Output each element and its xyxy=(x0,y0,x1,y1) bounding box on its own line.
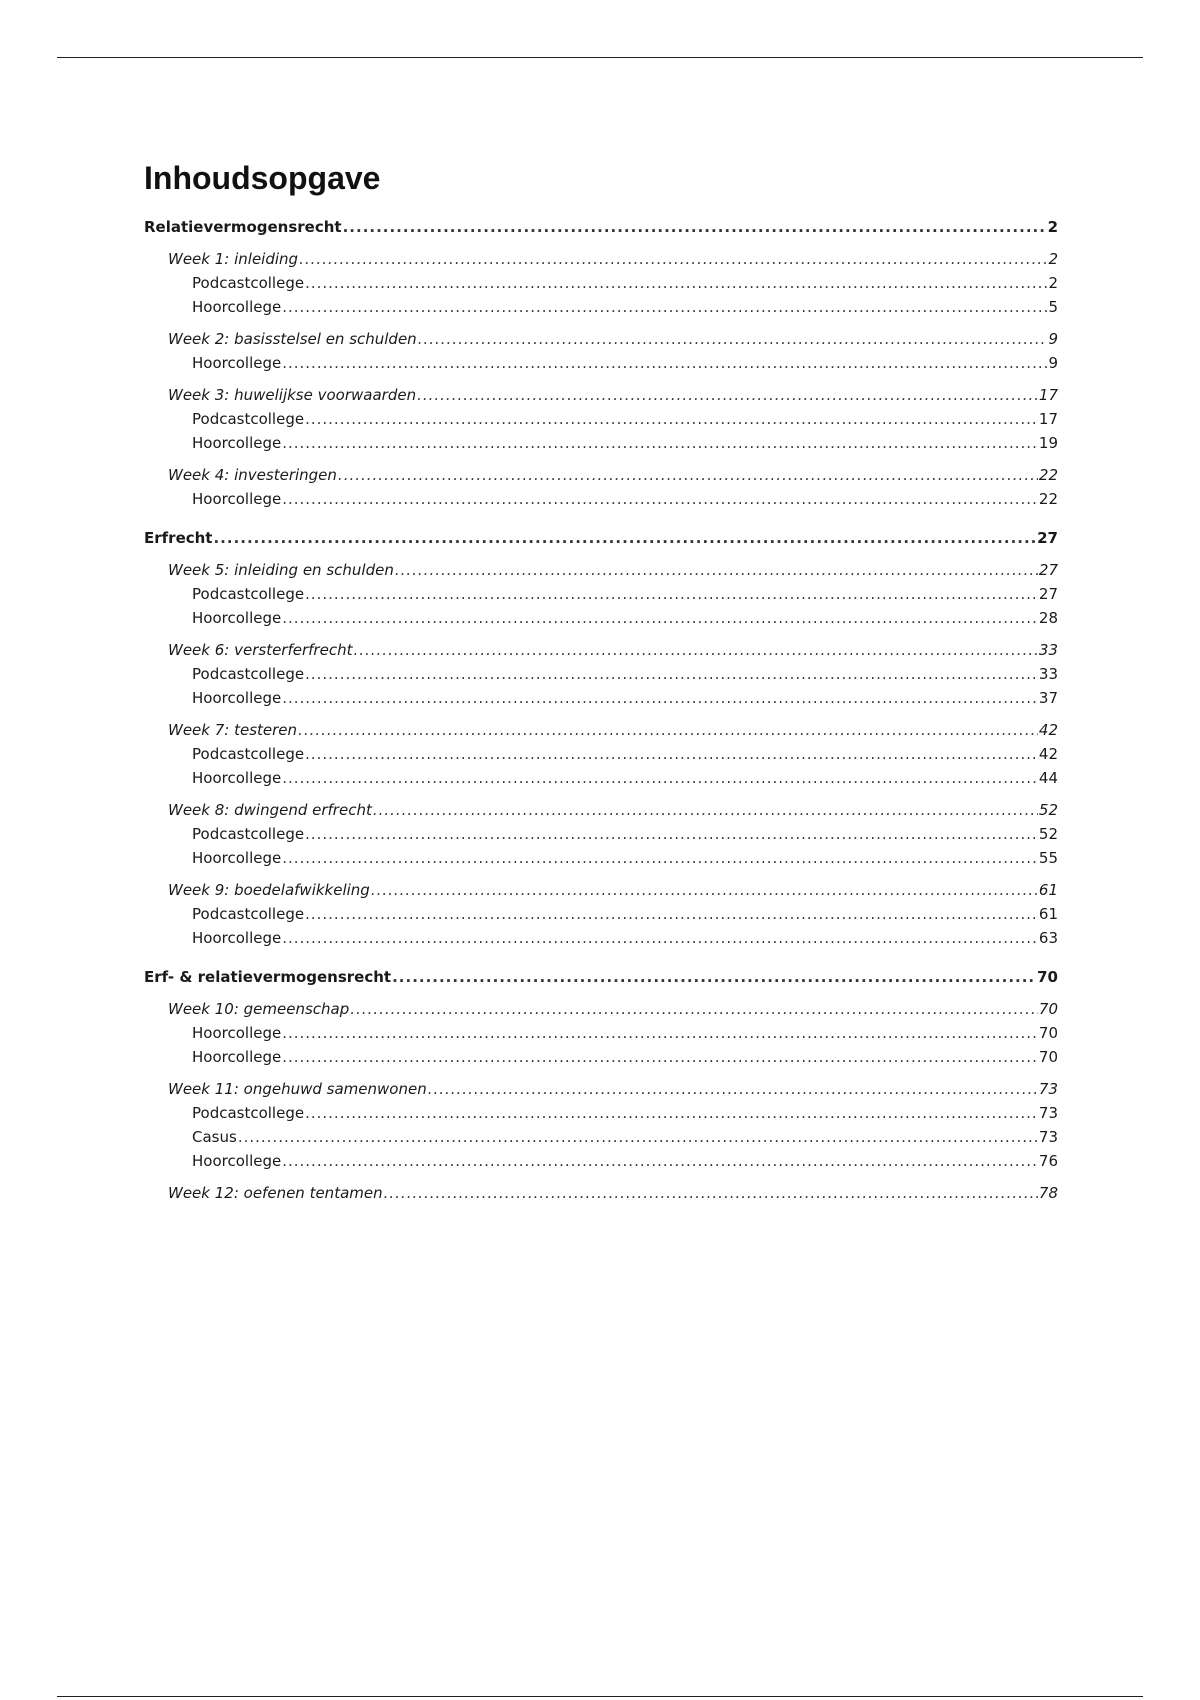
dot-leader xyxy=(428,1079,1038,1099)
toc-item-entry-page-number: 73 xyxy=(1038,1127,1058,1146)
toc-week-group xyxy=(144,880,1058,948)
dot-leader xyxy=(282,928,1038,948)
toc-week-entry[interactable] xyxy=(144,999,1058,1019)
dot-leader xyxy=(305,409,1038,429)
toc-section-entry-page-number: 27 xyxy=(1037,528,1058,547)
toc-week-entry-page-number: 52 xyxy=(1038,800,1058,819)
toc-week-entry-label: Week 3: huwelijkse voorwaarden xyxy=(168,385,417,404)
toc-week-entry-page-number: 70 xyxy=(1038,999,1058,1018)
toc-item-entry-label: Podcastcollege xyxy=(192,664,305,683)
toc-item-entry[interactable] xyxy=(144,928,1058,948)
toc-item-entry-label: Podcastcollege xyxy=(192,409,305,428)
toc-item-entry-page-number: 19 xyxy=(1038,433,1058,452)
toc-week-entry[interactable] xyxy=(144,800,1058,820)
toc-week-group xyxy=(144,1079,1058,1171)
toc-item-entry[interactable] xyxy=(144,848,1058,868)
toc-item-entry-page-number: 52 xyxy=(1038,824,1058,843)
toc-week-entry-label: Week 8: dwingend erfrecht xyxy=(168,800,372,819)
toc-item-entry-page-number: 55 xyxy=(1038,848,1058,867)
toc-section-entry[interactable] xyxy=(144,967,1058,987)
toc-item-entry[interactable] xyxy=(144,273,1058,293)
toc-section xyxy=(144,217,1058,509)
toc-item-entry[interactable] xyxy=(144,584,1058,604)
toc-item-entry-label: Hoorcollege xyxy=(192,489,282,508)
toc-week-entry[interactable] xyxy=(144,880,1058,900)
toc-section-entry-page-number: 70 xyxy=(1037,967,1058,986)
dot-leader xyxy=(282,297,1047,317)
toc-week-group xyxy=(144,465,1058,509)
toc-item-entry[interactable] xyxy=(144,489,1058,509)
toc-section-entry-label: Erfrecht xyxy=(144,528,213,547)
toc-item-entry[interactable] xyxy=(144,768,1058,788)
dot-leader xyxy=(282,1047,1038,1067)
dot-leader xyxy=(282,433,1038,453)
toc-week-entry[interactable] xyxy=(144,465,1058,485)
toc-week-entry-label: Week 10: gemeenschap xyxy=(168,999,350,1018)
toc-week-entry-label: Week 4: investeringen xyxy=(168,465,337,484)
dot-leader xyxy=(213,528,1036,548)
toc-week-entry-label: Week 1: inleiding xyxy=(168,249,299,268)
dot-leader xyxy=(282,1023,1038,1043)
toc-item-entry-page-number: 44 xyxy=(1038,768,1058,787)
toc-item-entry-page-number: 2 xyxy=(1048,273,1058,292)
toc-item-entry-label: Podcastcollege xyxy=(192,824,305,843)
toc-item-entry[interactable] xyxy=(144,1023,1058,1043)
dot-leader xyxy=(418,329,1048,349)
toc-item-entry-page-number: 70 xyxy=(1038,1023,1058,1042)
dot-leader xyxy=(282,1151,1038,1171)
toc-week-entry-page-number: 22 xyxy=(1038,465,1058,484)
toc-week-group xyxy=(144,560,1058,628)
dot-leader xyxy=(305,904,1038,924)
toc-week-entry-label: Week 11: ongehuwd samenwonen xyxy=(168,1079,427,1098)
toc-item-entry-label: Hoorcollege xyxy=(192,1151,282,1170)
toc-week-entry[interactable] xyxy=(144,249,1058,269)
dot-leader xyxy=(417,385,1038,405)
dot-leader xyxy=(282,353,1047,373)
toc-item-entry-label: Podcastcollege xyxy=(192,744,305,763)
toc-item-entry-page-number: 28 xyxy=(1038,608,1058,627)
toc-week-entry-label: Week 2: basisstelsel en schulden xyxy=(168,329,417,348)
dot-leader xyxy=(299,249,1047,269)
toc-week-entry-page-number: 9 xyxy=(1048,329,1058,348)
dot-leader xyxy=(343,217,1047,237)
toc-section xyxy=(144,528,1058,948)
dot-leader xyxy=(353,640,1037,660)
dot-leader xyxy=(305,664,1038,684)
toc-week-entry-label: Week 6: versterferfrecht xyxy=(168,640,353,659)
toc-item-entry-page-number: 22 xyxy=(1038,489,1058,508)
toc-week-entry[interactable] xyxy=(144,720,1058,740)
dot-leader xyxy=(350,999,1038,1019)
toc-item-entry[interactable] xyxy=(144,1103,1058,1123)
toc-week-group xyxy=(144,999,1058,1067)
toc-item-entry-page-number: 73 xyxy=(1038,1103,1058,1122)
toc-week-entry[interactable] xyxy=(144,1183,1058,1203)
toc-item-entry-label: Hoorcollege xyxy=(192,297,282,316)
toc-week-group xyxy=(144,640,1058,708)
toc-item-entry-page-number: 63 xyxy=(1038,928,1058,947)
toc-week-group xyxy=(144,249,1058,317)
dot-leader xyxy=(305,273,1047,293)
table-of-contents xyxy=(144,160,1058,1222)
toc-item-entry[interactable] xyxy=(144,353,1058,373)
toc-week-entry-label: Week 12: oefenen tentamen xyxy=(168,1183,383,1202)
toc-item-entry[interactable] xyxy=(144,297,1058,317)
dot-leader xyxy=(238,1127,1038,1147)
toc-item-entry-label: Hoorcollege xyxy=(192,688,282,707)
toc-item-entry-label: Casus xyxy=(192,1127,237,1146)
toc-item-entry-label: Hoorcollege xyxy=(192,353,282,372)
toc-week-group xyxy=(144,800,1058,868)
toc-week-group xyxy=(144,329,1058,373)
toc-week-entry-label: Week 5: inleiding en schulden xyxy=(168,560,394,579)
toc-section-entry[interactable] xyxy=(144,528,1058,548)
toc-week-entry-page-number: 61 xyxy=(1038,880,1058,899)
toc-week-entry[interactable] xyxy=(144,329,1058,349)
dot-leader xyxy=(282,489,1038,509)
toc-week-group xyxy=(144,720,1058,788)
toc-item-entry-page-number: 27 xyxy=(1038,584,1058,603)
toc-item-entry-page-number: 76 xyxy=(1038,1151,1058,1170)
dot-leader xyxy=(392,967,1036,987)
toc-item-entry[interactable] xyxy=(144,688,1058,708)
dot-leader xyxy=(305,584,1038,604)
toc-item-entry-label: Hoorcollege xyxy=(192,1047,282,1066)
toc-item-entry-label: Hoorcollege xyxy=(192,433,282,452)
toc-item-entry[interactable] xyxy=(144,409,1058,429)
dot-leader xyxy=(298,720,1038,740)
toc-item-entry-label: Hoorcollege xyxy=(192,768,282,787)
toc-item-entry[interactable] xyxy=(144,824,1058,844)
toc-item-entry-label: Hoorcollege xyxy=(192,848,282,867)
dot-leader xyxy=(282,848,1038,868)
toc-section-entry-label: Erf- & relatievermogensrecht xyxy=(144,967,392,986)
toc-week-entry[interactable] xyxy=(144,385,1058,405)
toc-entries xyxy=(144,217,1058,1203)
toc-week-entry-page-number: 78 xyxy=(1038,1183,1058,1202)
toc-item-entry-page-number: 37 xyxy=(1038,688,1058,707)
dot-leader xyxy=(282,768,1038,788)
toc-week-entry-page-number: 33 xyxy=(1038,640,1058,659)
toc-item-entry-page-number: 17 xyxy=(1038,409,1058,428)
header-rule xyxy=(57,57,1143,58)
toc-item-entry-page-number: 70 xyxy=(1038,1047,1058,1066)
toc-item-entry[interactable] xyxy=(144,433,1058,453)
dot-leader xyxy=(305,824,1038,844)
toc-item-entry-label: Podcastcollege xyxy=(192,273,305,292)
toc-week-entry[interactable] xyxy=(144,1079,1058,1099)
toc-week-entry-page-number: 73 xyxy=(1038,1079,1058,1098)
toc-item-entry-page-number: 61 xyxy=(1038,904,1058,923)
toc-item-entry-page-number: 9 xyxy=(1048,353,1058,372)
toc-section-entry-page-number: 2 xyxy=(1047,217,1058,236)
toc-week-entry-page-number: 42 xyxy=(1038,720,1058,739)
toc-week-entry-label: Week 9: boedelafwikkeling xyxy=(168,880,370,899)
toc-week-entry-page-number: 27 xyxy=(1038,560,1058,579)
toc-item-entry-label: Hoorcollege xyxy=(192,1023,282,1042)
toc-item-entry-label: Hoorcollege xyxy=(192,608,282,627)
footer-rule xyxy=(57,1696,1143,1697)
toc-item-entry[interactable] xyxy=(144,664,1058,684)
dot-leader xyxy=(305,744,1038,764)
dot-leader xyxy=(282,688,1038,708)
dot-leader xyxy=(305,1103,1038,1123)
toc-week-group xyxy=(144,385,1058,453)
toc-item-entry[interactable] xyxy=(144,904,1058,924)
dot-leader xyxy=(282,608,1038,628)
toc-week-entry-label: Week 7: testeren xyxy=(168,720,298,739)
dot-leader xyxy=(371,880,1038,900)
dot-leader xyxy=(395,560,1038,580)
toc-week-entry[interactable] xyxy=(144,560,1058,580)
toc-item-entry-label: Hoorcollege xyxy=(192,928,282,947)
dot-leader xyxy=(384,1183,1038,1203)
toc-item-entry[interactable] xyxy=(144,1047,1058,1067)
toc-item-entry[interactable] xyxy=(144,744,1058,764)
toc-item-entry-page-number: 5 xyxy=(1048,297,1058,316)
toc-item-entry-label: Podcastcollege xyxy=(192,584,305,603)
toc-item-entry-label: Podcastcollege xyxy=(192,904,305,923)
toc-item-entry[interactable] xyxy=(144,1151,1058,1171)
toc-item-entry[interactable] xyxy=(144,1127,1058,1147)
toc-title: Inhoudsopgave xyxy=(144,160,381,196)
dot-leader xyxy=(373,800,1038,820)
toc-item-entry[interactable] xyxy=(144,608,1058,628)
toc-section-entry-label: Relatievermogensrecht xyxy=(144,217,342,236)
toc-section xyxy=(144,967,1058,1203)
toc-week-entry-page-number: 17 xyxy=(1038,385,1058,404)
toc-item-entry-page-number: 42 xyxy=(1038,744,1058,763)
toc-section-entry[interactable] xyxy=(144,217,1058,237)
toc-week-group xyxy=(144,1183,1058,1203)
toc-item-entry-page-number: 33 xyxy=(1038,664,1058,683)
dot-leader xyxy=(338,465,1038,485)
toc-week-entry-page-number: 2 xyxy=(1048,249,1058,268)
toc-item-entry-label: Podcastcollege xyxy=(192,1103,305,1122)
toc-week-entry[interactable] xyxy=(144,640,1058,660)
